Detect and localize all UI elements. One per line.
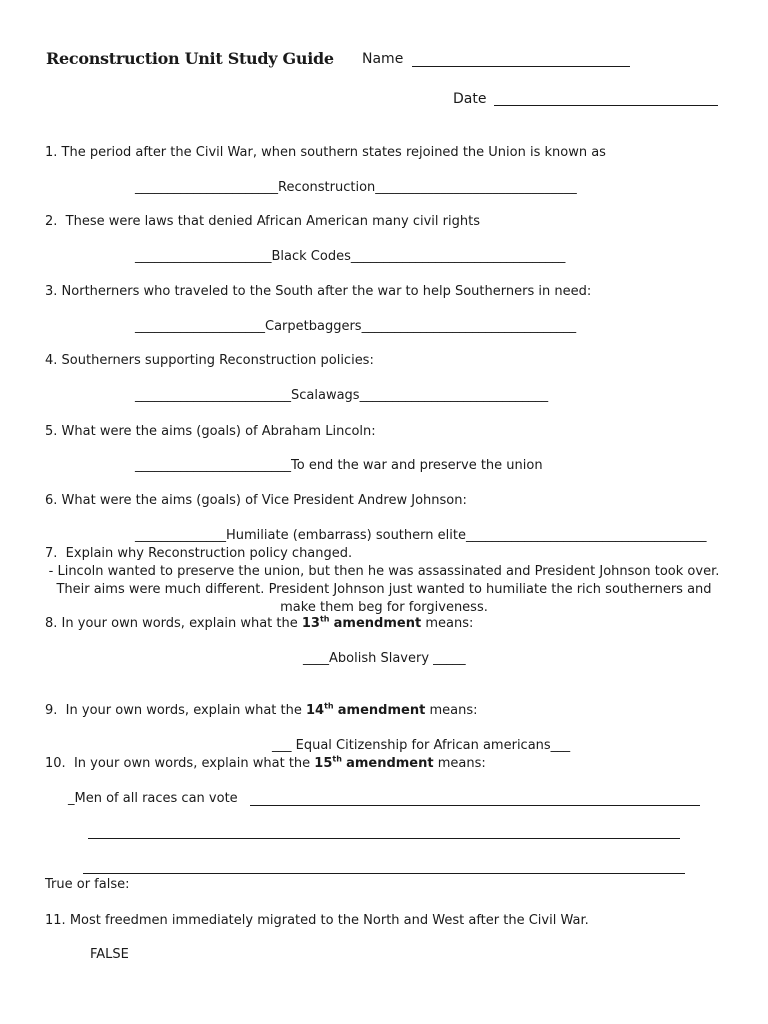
question-4-number: 4.	[45, 353, 58, 368]
page-title: Reconstruction Unit Study Guide	[46, 49, 334, 68]
question-4-prompt: Southerners supporting Reconstruction policies:	[61, 353, 374, 368]
date-field-line[interactable]	[494, 105, 718, 106]
question-4	[45, 353, 374, 369]
question-5	[45, 424, 376, 440]
question-6-prompt: What were the aims (goals) of Vice President Andrew Johnson:	[61, 493, 467, 508]
answer-11: FALSE	[90, 947, 129, 962]
question-10-amendment-word: amendment	[346, 756, 434, 771]
question-2-prompt: These were laws that denied African American many civil rights	[65, 214, 480, 229]
question-10	[45, 756, 486, 772]
question-8-prompt-end: means:	[425, 616, 474, 631]
question-10-ordinal-suffix: th	[332, 754, 342, 764]
answer-9: ___ Equal Citizenship for African americans___	[272, 738, 571, 753]
date-label: Date	[453, 91, 487, 107]
question-8-amendment-word: amendment	[333, 616, 422, 631]
question-9-ordinal-suffix: th	[324, 701, 334, 711]
question-3-number: 3.	[45, 284, 58, 299]
question-8-ordinal-suffix: th	[319, 614, 330, 624]
question-5-prompt: What were the aims (goals) of Abraham Lincoln:	[61, 424, 376, 439]
question-1-number: 1.	[45, 145, 58, 160]
answer-10-line-2[interactable]	[88, 838, 680, 839]
question-8-ordinal: 13	[301, 616, 320, 631]
question-9	[45, 703, 477, 719]
question-5-number: 5.	[45, 424, 58, 439]
question-11-prompt: Most freedmen immediately migrated to the North and West after the Civil War.	[69, 913, 589, 928]
question-3-prompt: Northerners who traveled to the South after the war to help Southerners in need:	[61, 284, 592, 299]
answer-2: _____________________Black Codes_________________________________	[135, 249, 566, 264]
answer-3: ____________________Carpetbaggers_________________________________	[135, 319, 577, 334]
question-10-prompt-end: means:	[437, 756, 486, 771]
question-8-prompt: In your own words, explain what the	[61, 616, 298, 631]
section-true-false: True or false:	[45, 877, 130, 892]
answer-10-line-3[interactable]	[83, 873, 685, 874]
question-9-number: 9.	[45, 703, 58, 718]
question-9-ordinal: 14	[306, 703, 325, 718]
question-11	[45, 913, 589, 929]
answer-6: ______________Humiliate (embarrass) southern elite_____________________________________	[135, 528, 707, 543]
question-11-number: 11.	[45, 913, 66, 928]
question-3	[45, 284, 591, 300]
question-1-prompt: The period after the Civil War, when southern states rejoined the Union is known as	[61, 145, 606, 160]
question-10-ordinal: 15	[314, 756, 333, 771]
question-1	[45, 145, 606, 161]
question-2	[45, 214, 480, 230]
answer-10-line-1[interactable]	[250, 805, 700, 806]
question-7	[45, 546, 352, 562]
question-6	[45, 493, 467, 509]
name-field-line[interactable]	[412, 66, 630, 67]
question-9-prompt-end: means:	[429, 703, 478, 718]
answer-10: _Men of all races can vote	[68, 791, 238, 806]
answer-1: ______________________Reconstruction_______________________________	[135, 180, 577, 195]
question-9-amendment-word: amendment	[337, 703, 426, 718]
question-2-number: 2.	[45, 214, 58, 229]
question-8	[45, 616, 473, 632]
name-label: Name	[362, 51, 404, 67]
answer-7: - Lincoln wanted to preserve the union, but then he was assassinated and President Johnson took over. Their aims were much different. President Johnson just wanted to humiliate the rich southerners and make them beg for forgiveness.	[48, 564, 720, 615]
question-10-number: 10.	[45, 756, 66, 771]
question-6-number: 6.	[45, 493, 58, 508]
question-7-prompt: Explain why Reconstruction policy changed.	[65, 546, 353, 561]
question-7-number: 7.	[45, 546, 58, 561]
answer-5: ________________________To end the war and preserve the union	[135, 458, 543, 473]
question-10-prompt: In your own words, explain what the	[73, 756, 311, 771]
answer-4: ________________________Scalawags_____________________________	[135, 388, 549, 403]
question-8-number: 8.	[45, 616, 58, 631]
answer-8: ____Abolish Slavery _____	[303, 651, 466, 666]
question-9-prompt: In your own words, explain what the	[65, 703, 302, 718]
